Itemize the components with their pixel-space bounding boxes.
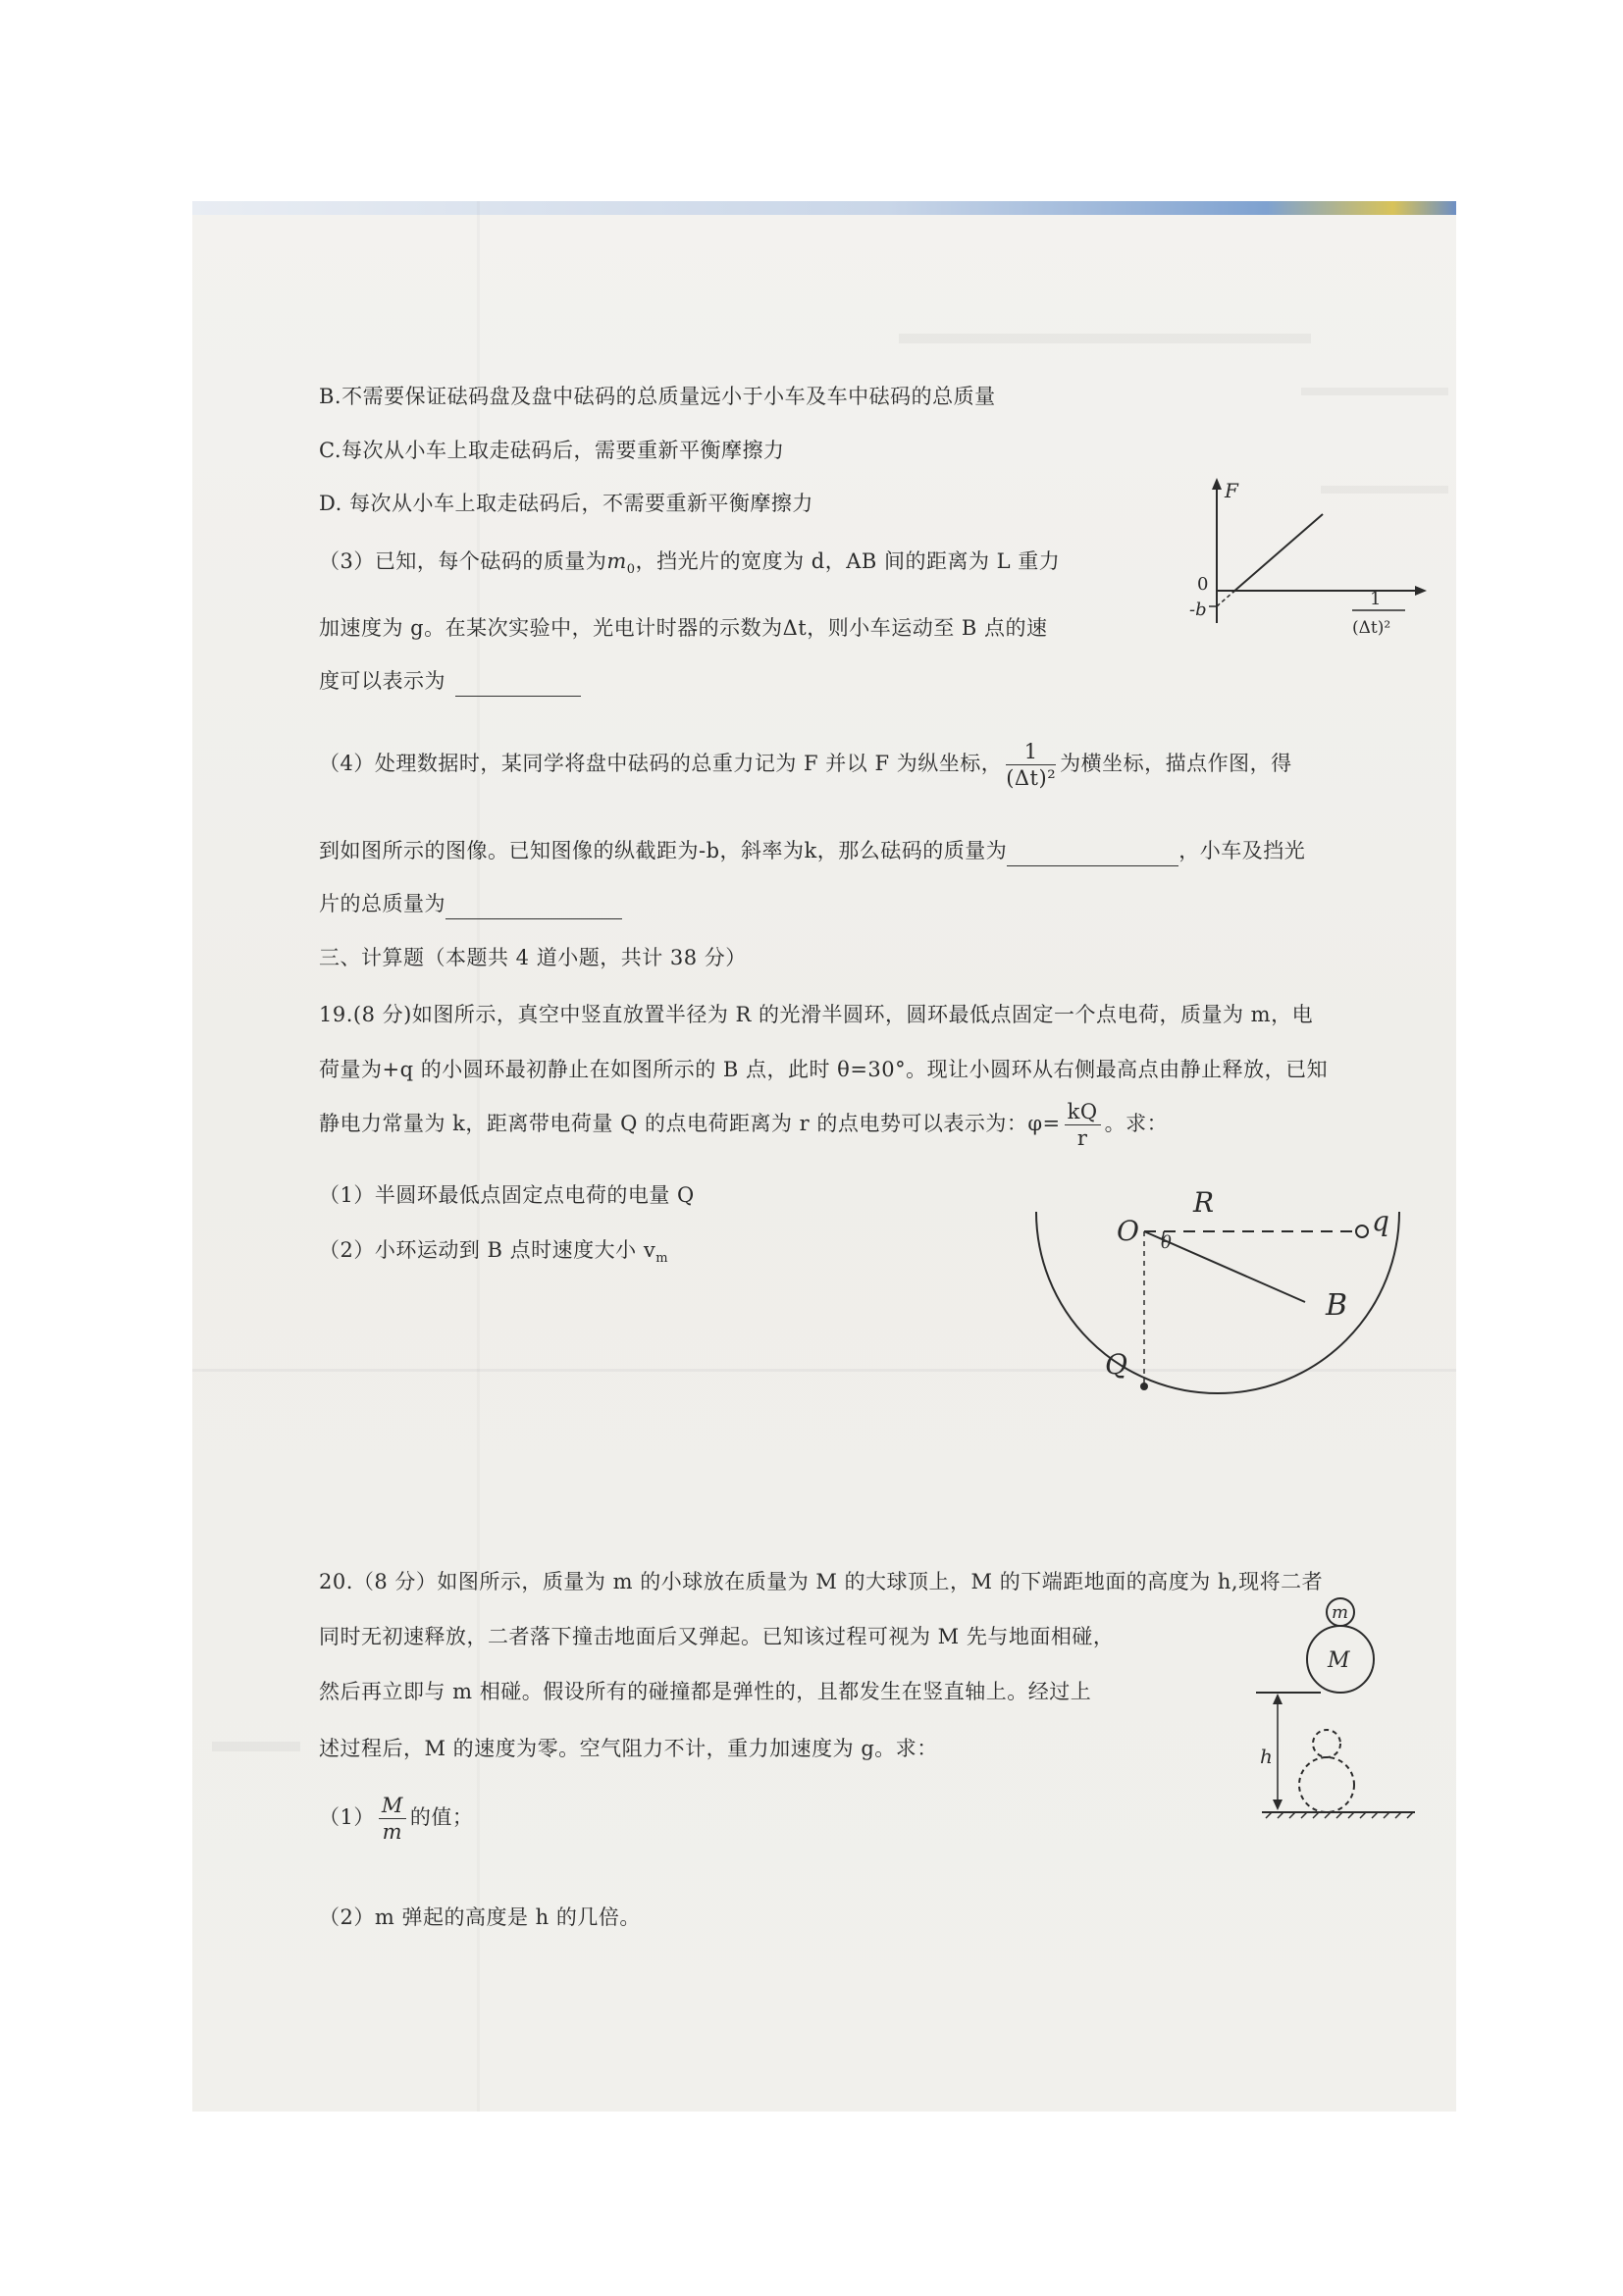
q18-part3-line1 (319, 546, 1060, 577)
vm-subscript: m (655, 1251, 669, 1266)
graph-line (1232, 514, 1323, 593)
label-h: h (1260, 1745, 1273, 1768)
stacked-balls-diagram (1252, 1594, 1419, 1825)
q20-line3: 然后再立即与 m 相碰。假设所有的碰撞都是弹性的，且都发生在竖直轴上。经过上 (319, 1680, 1092, 1703)
q18-part4-text-b: 为横坐标，描点作图，得 (1060, 752, 1292, 775)
q18-part4-line3 (319, 888, 622, 919)
height-arrow-up (1273, 1694, 1283, 1704)
q19-line3-text-b: 。求： (1104, 1112, 1169, 1135)
label-o: O (1117, 1215, 1139, 1247)
potential-fraction (1065, 1099, 1101, 1151)
potential-denominator: r (1076, 1126, 1088, 1150)
fraction-denominator: (Δt)² (1006, 766, 1057, 790)
option-b: B.不需要保证砝码盘及盘中砝码的总质量远小于小车及车中砝码的总质量 (319, 385, 996, 408)
graph-line-extension (1217, 593, 1232, 606)
potential-numerator: kQ (1065, 1099, 1101, 1125)
label-b: B (1326, 1288, 1348, 1323)
label-q-charge: Q (1105, 1348, 1127, 1381)
q19-line1: 19.(8 分)如图所示，真空中竖直放置半径为 R 的光滑半圆环，圆环最低点固定一个点电荷，质量为 m，电 (319, 1003, 1314, 1026)
q20-sub1-suffix: 的值； (409, 1805, 474, 1829)
q18-part3-text-a: （3）已知，每个砝码的质量为 (319, 549, 607, 573)
x-axis-arrowhead (1415, 586, 1427, 596)
mass-ratio-numerator: M (379, 1793, 406, 1819)
option-d: D. 每次从小车上取走砝码后，不需要重新平衡摩擦力 (319, 492, 813, 515)
q19-sub1: （1）半圆环最低点固定点电荷的电量 Q (319, 1183, 695, 1207)
dashed-large-ball (1299, 1757, 1354, 1812)
fraction-numerator: 1 (1006, 739, 1056, 765)
m0-subscript: 0 (626, 562, 636, 577)
q18-part4-text-d: ，小车及挡光 (1178, 839, 1306, 862)
next-page-edge (192, 201, 1456, 215)
option-c: C.每次从小车上取走砝码后，需要重新平衡摩擦力 (319, 439, 785, 462)
q18-part3-text-b: ，挡光片的宽度为 d，AB 间的距离为 L 重力 (635, 549, 1061, 573)
point-charge-q (1140, 1383, 1148, 1390)
small-ring-q (1356, 1226, 1368, 1237)
q19-line2: 荷量为+q 的小圆环最初静止在如图所示的 B 点，此时 θ=30°。现让小圆环从右侧最高点由静止释放，已知 (319, 1058, 1329, 1081)
answer-blank-weight-mass[interactable] (1007, 842, 1178, 866)
q20-line1: 20.（8 分）如图所示，质量为 m 的小球放在质量为 M 的大球顶上，M 的下端距地面的高度为 h,现将二者 (319, 1570, 1324, 1593)
q20-sub2: （2）m 弹起的高度是 h 的几倍。 (319, 1905, 641, 1929)
mass-ratio-denominator: m (382, 1820, 403, 1844)
q20-line2: 同时无初速释放，二者落下撞击地面后又弹起。已知该过程可视为 M 先与地面相碰， (319, 1625, 1115, 1648)
label-large-m: M (1328, 1648, 1350, 1673)
x-axis-label-denominator: (Δt)² (1352, 618, 1391, 638)
q18-part3-line3 (319, 665, 581, 697)
y-axis-arrowhead (1212, 478, 1222, 490)
dashed-small-ball (1313, 1730, 1340, 1757)
label-theta: θ (1161, 1232, 1172, 1253)
q20-sub1 (319, 1793, 473, 1845)
x-axis-label-numerator: 1 (1370, 589, 1382, 609)
q18-part4-text-a: （4）处理数据时，某同学将盘中砝码的总重力记为 F 并以 F 为纵坐标， (319, 752, 1003, 775)
height-arrow-down (1273, 1800, 1283, 1810)
q18-part4-text-c: 到如图所示的图像。已知图像的纵截距为-b，斜率为k，那么砝码的质量为 (319, 839, 1008, 862)
q18-part3-line2: 加速度为 g。在某次实验中，光电计时器的示数为Δt，则小车运动至 B 点的速 (319, 616, 1048, 640)
inverse-dt-squared-fraction (1006, 739, 1056, 791)
section-heading: 三、计算题（本题共 4 道小题，共计 38 分） (319, 946, 747, 969)
q19-line3 (319, 1099, 1168, 1151)
q19-sub2 (319, 1234, 668, 1266)
intercept-label: -b (1189, 600, 1207, 620)
semicircle-ring-diagram (1036, 1177, 1429, 1393)
q19-sub2-text: （2）小环运动到 B 点时速度大小 v (319, 1238, 656, 1262)
q18-part3-text-c: 度可以表示为 (319, 669, 445, 693)
f-vs-inverse-dt-graph (1189, 476, 1429, 643)
q20-line4: 述过程后，M 的速度为零。空气阻力不计，重力加速度为 g。求： (319, 1737, 938, 1760)
origin-label: 0 (1197, 574, 1209, 595)
q18-part4-text-e: 片的总质量为 (319, 892, 445, 915)
exam-sheet-photo (192, 201, 1456, 2112)
m0-symbol: m (606, 549, 627, 573)
q20-sub1-prefix: （1） (319, 1805, 375, 1829)
q18-part4-line2 (319, 835, 1305, 866)
label-r: R (1193, 1186, 1215, 1219)
answer-blank-cart-mass[interactable] (445, 895, 622, 919)
answer-blank-velocity[interactable] (455, 672, 581, 697)
mass-ratio-fraction (379, 1793, 406, 1845)
q19-line3-text-a: 静电力常量为 k，距离带电荷量 Q 的点电荷距离为 r 的点电势可以表示为：φ= (319, 1112, 1061, 1135)
label-small-m: m (1332, 1602, 1349, 1623)
q18-part4-line1 (319, 739, 1292, 791)
label-q-ring: q (1372, 1205, 1389, 1237)
y-axis-label: F (1225, 479, 1238, 502)
